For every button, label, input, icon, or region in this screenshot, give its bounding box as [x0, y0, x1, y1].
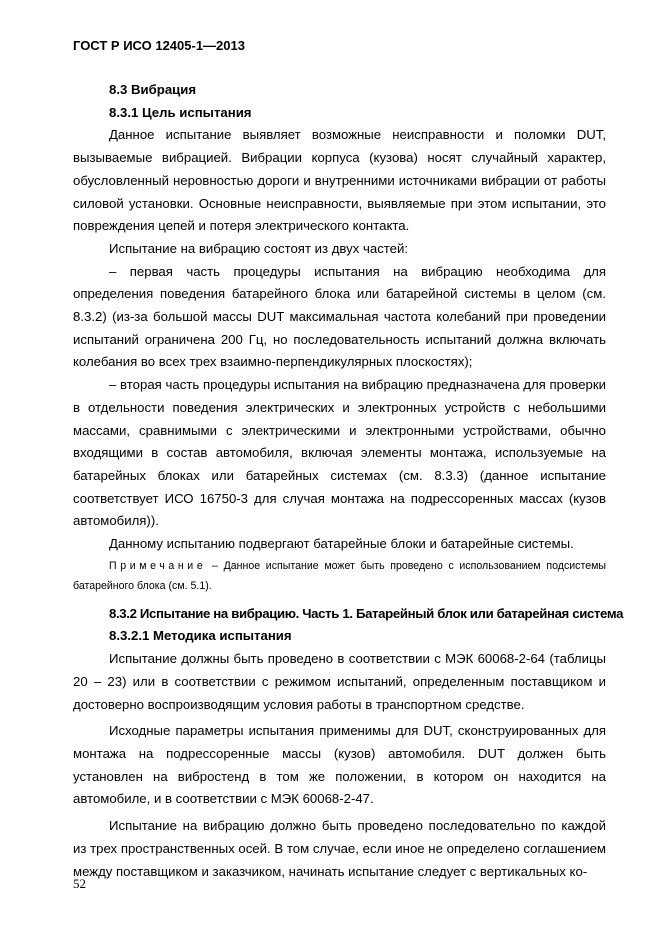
- paragraph-axes-sequence: Испытание на вибрацию должно быть проведено последовательно по каждой из трех пространственных осей. В том случае, если иное не определено соглашением между поставщиком и заказчиком, начинать испытание следует с вертикальных ко-: [73, 818, 606, 879]
- note-label: Примечание: [109, 559, 207, 572]
- section-8-3-2-1-heading: 8.3.2.1 Методика испытания: [109, 628, 292, 644]
- document-code-header: ГОСТ Р ИСО 12405-1—2013: [73, 38, 245, 53]
- paragraph-first-part: – первая часть процедуры испытания на вибрацию необходима для определения поведения батарейного блока или батарейной системы в целом (см. 8.3.2) (из-за большой массы DUT максимальная частота колебаний при проведении испытаний ограничена 200 Гц, но последовательность испытаний должна включать колебания во всех трех взаимно-перпендикулярных плоскостях);: [73, 263, 606, 370]
- paragraph-subject: Данному испытанию подвергают батарейные блоки и батарейные системы.: [109, 536, 574, 552]
- paragraph-test-method: Испытание должны быть проведено в соответствии с МЭК 60068-2-64 (таблицы 20 – 23) или в соответствии с режимом испытаний, определенным поставщиком и достоверно воспроизводящим условия работы в транспортном средстве.: [73, 651, 606, 712]
- paragraph-second-part: – вторая часть процедуры испытания на вибрацию предназначена для проверки в отдельности поведения электрических и электронных устройств с небольшими массами, сравнимыми с электрическими и электронными устройствами, обычно входящими в состав автомобиля, включая элементы монтажа, используемые на батарейных блоках или батарейных системах (см. 8.3.3) (данное испытание соответствует ИСО 16750-3 для случая монтажа на подрессоренных массах (кузов автомобиля)).: [73, 377, 606, 529]
- section-8-3-2-heading: 8.3.2 Испытание на вибрацию. Часть 1. Батарейный блок или батарейная система: [109, 605, 624, 621]
- note: [73, 556, 606, 596]
- paragraph-initial-parameters: Исходные параметры испытания применимы для DUT, сконструированных для монтажа на подрессоренные массы (кузов) автомобиля. DUT должен быть установлен на вибростенд в том же положении, в котором он находится на автомобиле, и в соответствии с МЭК 60068-2-47.: [73, 723, 606, 807]
- paragraph-test-purpose: Данное испытание выявляет возможные неисправности и поломки DUT, вызываемые вибрацией. Вибрации корпуса (кузова) носят случайный характер, обусловленный неровностью дороги и внутренними источниками вибрации от работы силовой установки. Основные неисправности, выявляемые при этом испытании, это повреждения цепей и потеря электрического контакта.: [73, 127, 606, 234]
- paragraph-two-parts: Испытание на вибрацию состоят из двух частей:: [109, 240, 409, 256]
- section-8-3-1-heading: 8.3.1 Цель испытания: [109, 104, 252, 120]
- page-number: 52: [73, 876, 86, 891]
- section-8-3-heading: 8.3 Вибрация: [109, 82, 197, 97]
- note-text: – Данное испытание может быть проведено с использованием подсистемы батарейного блока (см. 5.1).: [73, 559, 606, 592]
- page-content: [73, 75, 624, 883]
